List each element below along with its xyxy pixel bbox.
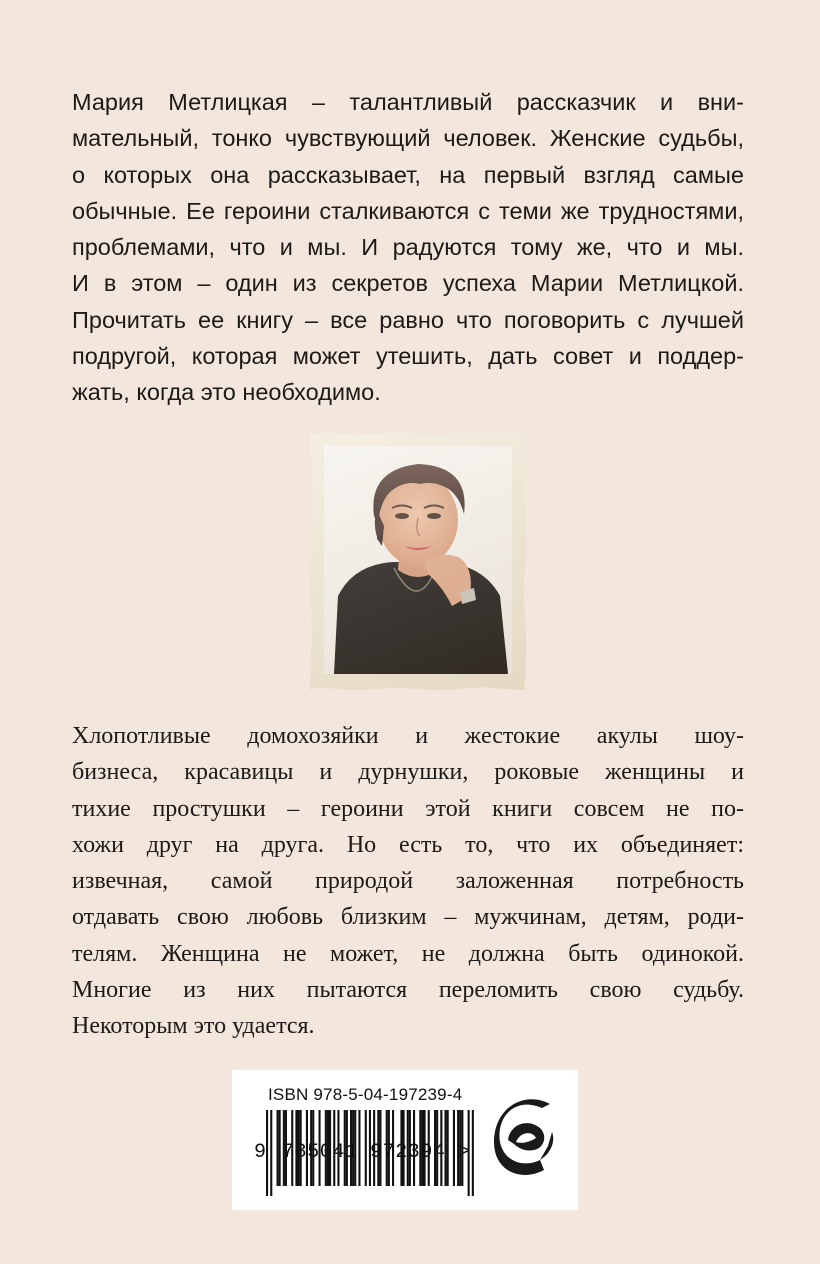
isbn-label: ISBN 978-5-04-197239-4: [268, 1085, 463, 1104]
text-line: мательный, тонко чувствующий человек. Женские судьбы,: [72, 125, 744, 152]
author-photo-card: [310, 432, 526, 690]
text-line: о которых она рассказывает, на первый взгляд самые: [72, 161, 744, 188]
publisher-logo-icon: [494, 1098, 556, 1182]
barcode-bar: [453, 1110, 455, 1186]
barcode-bar: [279, 1110, 281, 1186]
barcode-bar: [277, 1110, 279, 1186]
text-line: подругой, которая может утешить, дать совет и поддер-: [72, 343, 744, 370]
text-line: Многие из них пытаются переломить свою судьбу.: [72, 977, 744, 1004]
barcode-panel: [232, 1070, 578, 1210]
text-line: извечная, самой природой заложенная потребность: [72, 868, 744, 895]
text-line: телям. Женщина не может, не должна быть одинокой.: [72, 940, 744, 967]
annotation-bottom: [72, 718, 744, 1045]
barcode-bar: [447, 1110, 449, 1186]
text-line: жать, когда это необходимо.: [72, 379, 381, 406]
author-portrait-icon: [324, 446, 512, 674]
barcode-bar: [472, 1110, 474, 1196]
text-line: Некоторым это удается.: [72, 1013, 315, 1040]
text-line: проблемами, что и мы. И радуются тому же, что и мы.: [72, 234, 744, 261]
text-line: Прочитать ее книгу – все равно что поговорить с лучшей: [72, 306, 744, 333]
barcode-bar: [365, 1110, 367, 1186]
text-line: отдавать свою любовь близким – мужчинам, детям, роди-: [72, 904, 744, 931]
text-line: Мария Метлицкая – талантливый рассказчик и вни-: [72, 89, 744, 115]
text-line: обычные. Ее героини сталкиваются с теми же трудностями,: [72, 197, 744, 224]
text-line: Хлопотливые домохозяйки и жестокие акулы шоу-: [72, 723, 744, 749]
annotation-top: [72, 84, 744, 411]
barcode-quiet-mark: >: [458, 1141, 471, 1164]
barcode-bar: [266, 1110, 268, 1196]
barcode-bar: [270, 1110, 272, 1196]
text-line: хожи друг на друга. Но есть то, что их объединяет:: [72, 831, 744, 858]
text-line: тихие простушки – героини этой книги совсем не по-: [72, 795, 744, 822]
barcode-digits-left: 785041: [282, 1141, 358, 1164]
text-line: И в этом – один из секретов успеха Марии Метлицкой.: [72, 270, 744, 297]
barcode-first-digit: 9: [254, 1141, 267, 1164]
barcode-digits-right: 972394: [370, 1141, 446, 1164]
text-line: бизнеса, красавицы и дурнушки, роковые женщины и: [72, 759, 744, 786]
barcode-bar: [358, 1110, 360, 1186]
